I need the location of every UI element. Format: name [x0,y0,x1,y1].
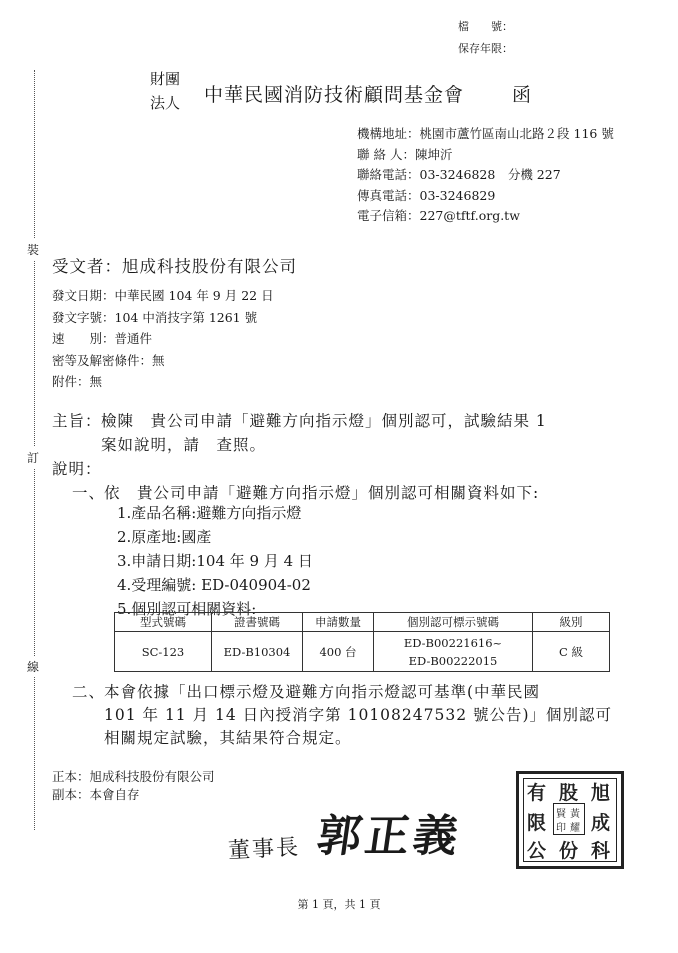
urgency: 速 別：普通件 [52,331,153,346]
th-qty: 申請數量 [303,613,374,632]
item1-number: 一、 [72,484,106,502]
subject-label: 主旨： [52,412,102,430]
binding-char-xian: 線 [27,656,39,677]
cell-model: SC-123 [115,632,212,672]
seal-char: 有 [527,782,547,804]
binding-char-ding: 訂 [27,447,39,468]
th-mark: 個別認可標示號碼 [374,613,533,632]
meta-block [52,285,274,393]
table-row [115,632,610,672]
original-copy: 正本：旭成科技股份有限公司 [52,769,215,784]
item2-number: 二、 [72,683,106,701]
cell-mark [374,632,533,672]
explain-label: 說明： [52,460,102,478]
item1-subitems [117,501,313,621]
cell-cert: ED-B10304 [212,632,303,672]
org-prefix-bottom: 法人 [150,94,181,112]
file-number-label: 檔 號： [458,20,513,33]
seal-char: 限 [527,812,547,834]
contact-person: 聯 絡 人：陳坤沂 [357,146,453,162]
table-header-row [115,613,610,632]
company-seal [516,771,624,869]
copies-block [52,768,215,804]
issue-date: 發文日期：中華民國 104 年 9 月 22 日 [52,288,274,303]
subitem-apply-date: 3.申請日期:104 年 9 月 4 日 [117,552,313,570]
issue-number: 發文字號：104 中消技字第 1261 號 [52,309,258,325]
seal-inner-stamp: 賢 黃 印 耀 [553,803,585,835]
subitem-origin: 2.原產地:國產 [117,528,212,546]
item2-line-2: 101 年 11 月 14 日內授消字第 10108247532 號公告)」個別認可 [104,706,613,724]
recipient: 受文者：旭成科技股份有限公司 [52,257,297,276]
org-prefix-top: 財團 [150,70,181,88]
seal-char: 成 [591,812,611,834]
doc-type: 函 [512,84,532,106]
subitem-accept-no: 4.受理編號: ED-040904-02 [117,576,311,594]
contact-email: 電子信箱：227@tftf.org.tw [357,208,520,223]
binding-char-zhuang: 裝 [27,239,39,260]
seal-char: 股 [559,782,579,804]
contact-fax: 傳真電話：03-3246829 [357,187,496,203]
cell-mark-end: ED-B00222015 [408,653,498,668]
approval-table [114,612,610,672]
signature-name: 郭正義 [313,811,465,862]
contact-address: 機構地址：桃園市蘆竹區南山北路２段 116 號 [357,126,614,141]
subject-line-1: 檢陳 貴公司申請「避難方向指示燈」個別認可，試驗結果 1 [101,412,547,430]
cc-copy: 副本：本會自存 [52,787,140,802]
cell-qty: 400 台 [303,632,374,672]
page-footer: 第 1 頁，共 1 頁 [297,898,381,911]
seal-char: 份 [559,840,579,862]
attachment: 附件：無 [52,374,103,389]
seal-char: 公 [527,840,547,862]
subject-line-2: 案如說明，請 查照。 [101,436,267,454]
cell-mark-start: ED-B00221616~ [403,635,503,650]
org-name: 中華民國消防技術顧問基金會 [204,84,465,106]
contact-phone: 聯絡電話：03-3246828 分機 227 [357,167,561,182]
th-cert: 證書號碼 [212,613,303,632]
subitem-product: 1.產品名稱:避難方向指示燈 [117,504,302,522]
th-model: 型式號碼 [115,613,212,632]
seal-char: 科 [591,840,611,862]
cell-grade: C 級 [533,632,610,672]
signature-title: 董事長 [227,835,301,864]
item2-line-3: 相關規定試驗，其結果符合規定。 [104,729,352,747]
confidentiality: 密等及解密條件：無 [52,352,165,368]
retention-period-label: 保存年限： [458,42,513,55]
contact-block [357,124,614,227]
seal-char: 旭 [591,782,611,804]
item2-line-1: 本會依據「出口標示燈及避難方向指示燈認可基準(中華民國 [104,683,541,701]
subitem-related: 5.個別認可相關資料: [117,600,257,618]
th-grade: 級別 [533,613,610,632]
item1-text: 依 貴公司申請「避難方向指示燈」個別認可相關資料如下: [104,484,540,502]
